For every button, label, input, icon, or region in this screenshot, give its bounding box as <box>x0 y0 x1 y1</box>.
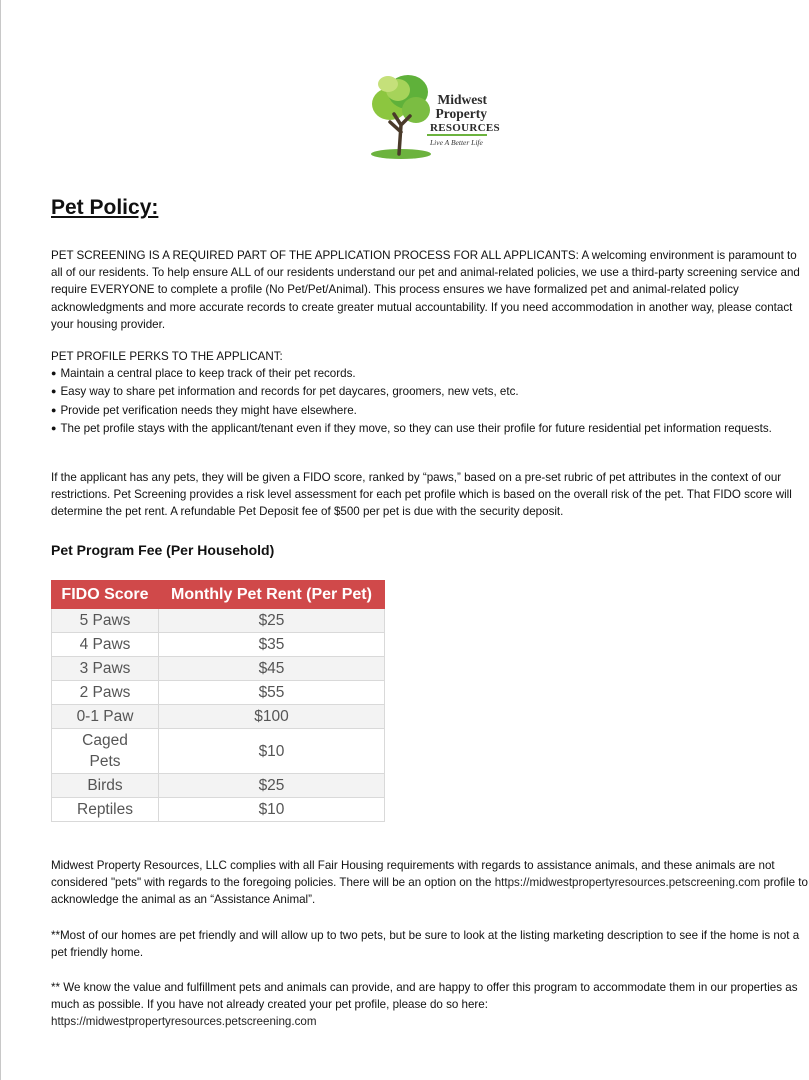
fee-table-header-row <box>52 581 385 609</box>
pet-friendly-note: **Most of our homes are pet friendly and will allow up to two pets, but be sure to look at the listing marketing description to see if the home is not a pet friendly home. <box>51 929 800 960</box>
fido-score-cell: 4 Paws <box>52 633 159 657</box>
fair-housing-text-after: profile to acknowledge the animal as an “Assistance Animal”. <box>51 876 808 907</box>
perk-item: ● The pet profile stays with the applicant/tenant even if they move, so they can use their profile for future residential pet information requests. <box>51 420 809 438</box>
fair-housing-paragraph <box>51 857 809 909</box>
logo-tagline: Live A Better Life <box>430 138 483 147</box>
rent-cell: $45 <box>159 657 385 681</box>
perks-list <box>51 365 809 438</box>
rent-cell: $35 <box>159 633 385 657</box>
header-fido-score: FIDO Score <box>52 581 159 609</box>
logo-name-line3: RESOURCES <box>430 122 500 134</box>
fido-score-cell: Reptiles <box>52 798 159 822</box>
table-row <box>52 774 385 798</box>
company-logo <box>368 70 498 162</box>
header-monthly-rent: Monthly Pet Rent (Per Pet) <box>159 581 385 609</box>
fee-table <box>51 580 385 822</box>
tree-icon <box>368 70 438 162</box>
logo-name-line2: Property <box>435 106 487 121</box>
petscreening-link-bottom[interactable]: https://midwestpropertyresources.petscreening.com <box>51 1015 317 1029</box>
rent-cell: $10 <box>159 798 385 822</box>
fido-score-cell: 5 Paws <box>52 609 159 633</box>
perk-item: ● Provide pet verification needs they might have elsewhere. <box>51 402 809 420</box>
rent-cell: $10 <box>159 729 385 774</box>
rent-cell: $55 <box>159 681 385 705</box>
table-row <box>52 657 385 681</box>
perks-heading: PET PROFILE PERKS TO THE APPLICANT: <box>51 350 283 363</box>
fido-score-cell: 0-1 Paw <box>52 705 159 729</box>
rent-cell: $100 <box>159 705 385 729</box>
fair-housing-text: Midwest Property Resources, LLC complies with all Fair Housing requirements with regards to assistance animals, and these animals are not considered "pets" with regards to the foregoing policies. There will be an option on the <box>51 859 775 890</box>
page-border <box>0 0 1 1080</box>
rent-cell: $25 <box>159 609 385 633</box>
rent-cell: $25 <box>159 774 385 798</box>
table-row <box>52 609 385 633</box>
petscreening-link[interactable]: https://midwestpropertyresources.petscreening.com <box>494 876 761 890</box>
table-row <box>52 681 385 705</box>
page-title: Pet Policy: <box>51 196 159 219</box>
table-row <box>52 729 385 774</box>
table-row <box>52 798 385 822</box>
table-row <box>52 633 385 657</box>
fido-score-cell: Caged Pets <box>52 729 159 774</box>
fido-score-cell: 3 Paws <box>52 657 159 681</box>
fee-heading: Pet Program Fee (Per Household) <box>51 542 275 558</box>
profile-note-text: ** We know the value and fulfillment pets and animals can provide, and are happy to offer this program to accommodate them in our properties as much as possible. If you have not already created your pet profile, please do so here: <box>51 981 798 1012</box>
logo-underline <box>427 134 487 136</box>
perks-section <box>51 348 809 438</box>
perk-item: ● Easy way to share pet information and records for pet daycares, groomers, new vets, etc. <box>51 383 809 401</box>
fido-paragraph: If the applicant has any pets, they will be given a FIDO score, ranked by “paws,” based on a pre-set rubric of pet attributes in the context of our restrictions. Pet Screening provides a risk level assessment for each pet profile which is based on the overall risk of the pet. That FIDO score will determine the pet rent. A refundable Pet Deposit fee of $500 per pet is due with the security deposit. <box>51 471 792 519</box>
fido-score-cell: 2 Paws <box>52 681 159 705</box>
fido-score-cell: Birds <box>52 774 159 798</box>
table-row <box>52 705 385 729</box>
logo-name-line1: Midwest <box>437 92 487 107</box>
perk-item: ● Maintain a central place to keep track of their pet records. <box>51 365 809 383</box>
intro-paragraph: PET SCREENING IS A REQUIRED PART OF THE APPLICATION PROCESS FOR ALL APPLICANTS: A welcoming environment is paramount to all of our residents. To help ensure ALL of our residents understand our pet and animal-related policies, we use a third-party screening service and require EVERYONE to complete a profile (No Pet/Pet/Animal). This process ensures we have formalized pet and animal-related policy acknowledgments and more accurate records to create greater mutual accountability. If you need accommodation in another way, please contact your housing provider. <box>51 249 800 331</box>
profile-note <box>51 979 809 1031</box>
